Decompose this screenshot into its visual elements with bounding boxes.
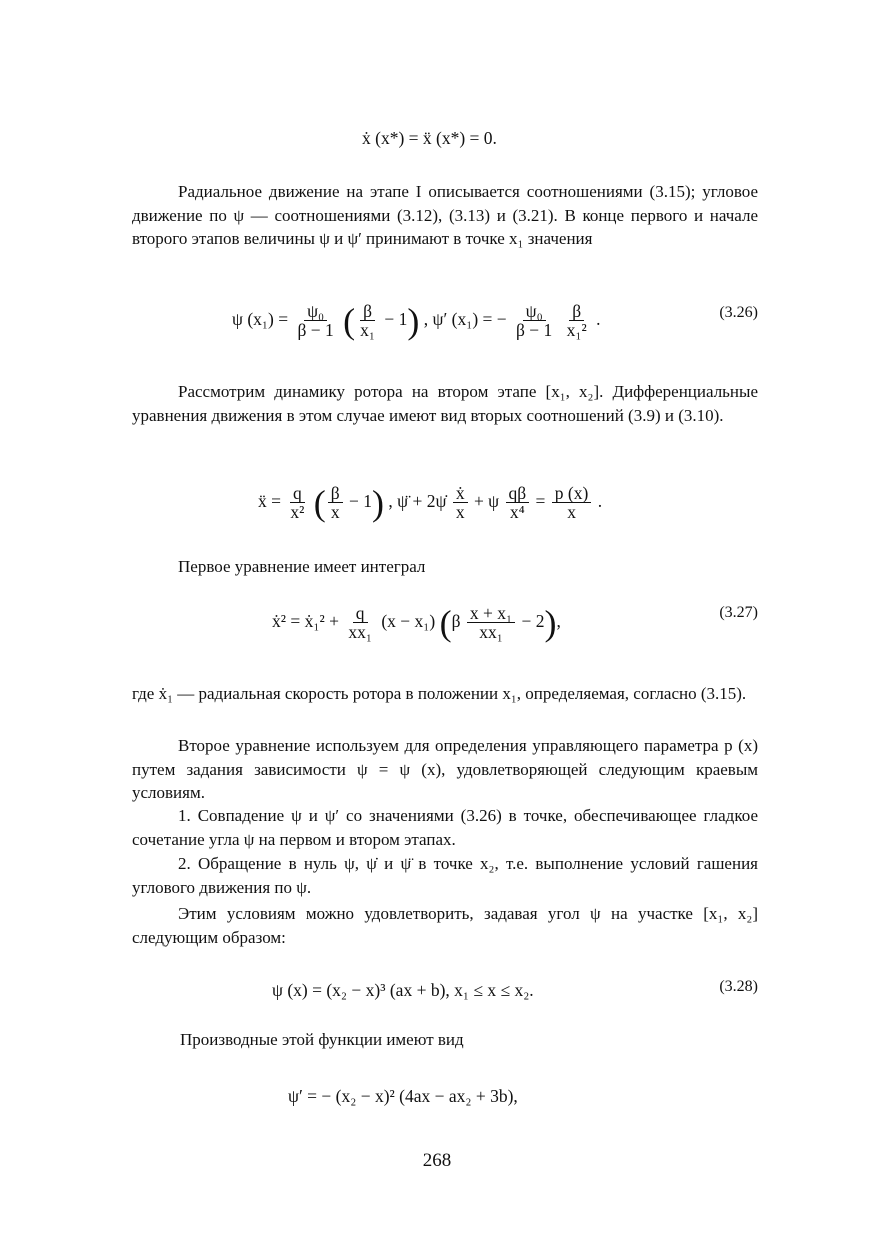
equation-3-26: ψ (x₁) = $\frac{\text{ψ₀}}{\beta - 1}$ ( $\frac{\beta}{\text{x₁}}$ − 1) , ψ′ (x₁) = − $\frac{\text{ψ₀}}{\beta - 1}$ $\frac{\beta}{\text{x₁²}}$ . (232, 300, 601, 341)
paragraph-derivatives-intro: Производные этой функции имеют вид (180, 1030, 464, 1049)
equation-dynamics: ẍ = $\frac{q}{\text{x²}}$ ( $\frac{\beta}{x}$ − 1) , ψ̈ + 2ψ̇ $\frac{\text{ẋ}}{x}$ + ψ $\frac{q\beta}{\text{x⁴}}$ = $\frac{p (x)}{x}$ . (258, 482, 603, 523)
paragraph-radial-motion: Радиальное движение на этапе I описывается соотношениями (3.15); угловое движение по ψ — соотношениями (3.12), (3.13) и (3.21). В конце первого и начале второго этапов величины ψ и ψ′ принимают в точке x₁ значения (132, 182, 758, 248)
equation-number-3-27: (3.27) (719, 604, 758, 621)
equation-3-28: ψ (x) = (x₂ − x)³ (ax + b), x₁ ≤ x ≤ x₂. (272, 980, 534, 1000)
paragraph-second-stage: Рассмотрим динамику ротора на втором этапе [x₁, x₂]. Дифференциальные уравнения движения в этом случае имеют вид вторых соотношений (3.9) и (3.10). (132, 382, 758, 425)
equation-boundary: ẋ (x*) = ẍ (x*) = 0. (362, 128, 497, 148)
equation-number-3-28: (3.28) (719, 978, 758, 995)
equation-3-27: ẋ² = ẋ₁² + $\frac{q}{\text{xx₁}}$ (x − x₁) (β $\frac{\text{x + x₁}}{\text{xx₁}}$ − 2), (272, 602, 561, 643)
paragraph-control-parameter: Второе уравнение используем для определения управляющего параметра p (x) путем задания зависимости ψ = ψ (x), удовлетворяющей следующим краевым условиям. (132, 736, 758, 802)
equation-derivative: ψ′ = − (x₂ − x)² (4ax − ax₂ + 3b), (288, 1086, 518, 1106)
paragraph-radial-speed: где ẋ₁ — радиальная скорость ротора в положении x₁, определяемая, согласно (3.15). (132, 684, 747, 703)
paragraph-conditions: Этим условиям можно удовлетворить, задавая угол ψ на участке [x₁, x₂] следующим образом: (132, 904, 758, 947)
list-item-1: 1. Совпадение ψ и ψ′ со значениями (3.26) в точке, обеспечивающее гладкое сочетание угла ψ на первом и втором этапах. (132, 806, 758, 849)
list-item-2: 2. Обращение в нуль ψ, ψ̇ и ψ̈ в точке x₂, т.е. выполнение условий гашения углового движения по ψ. (132, 854, 758, 897)
paragraph-integral-intro: Первое уравнение имеет интеграл (178, 557, 426, 576)
page-number: 268 (422, 1150, 452, 1171)
equation-number-3-26: (3.26) (719, 304, 758, 321)
